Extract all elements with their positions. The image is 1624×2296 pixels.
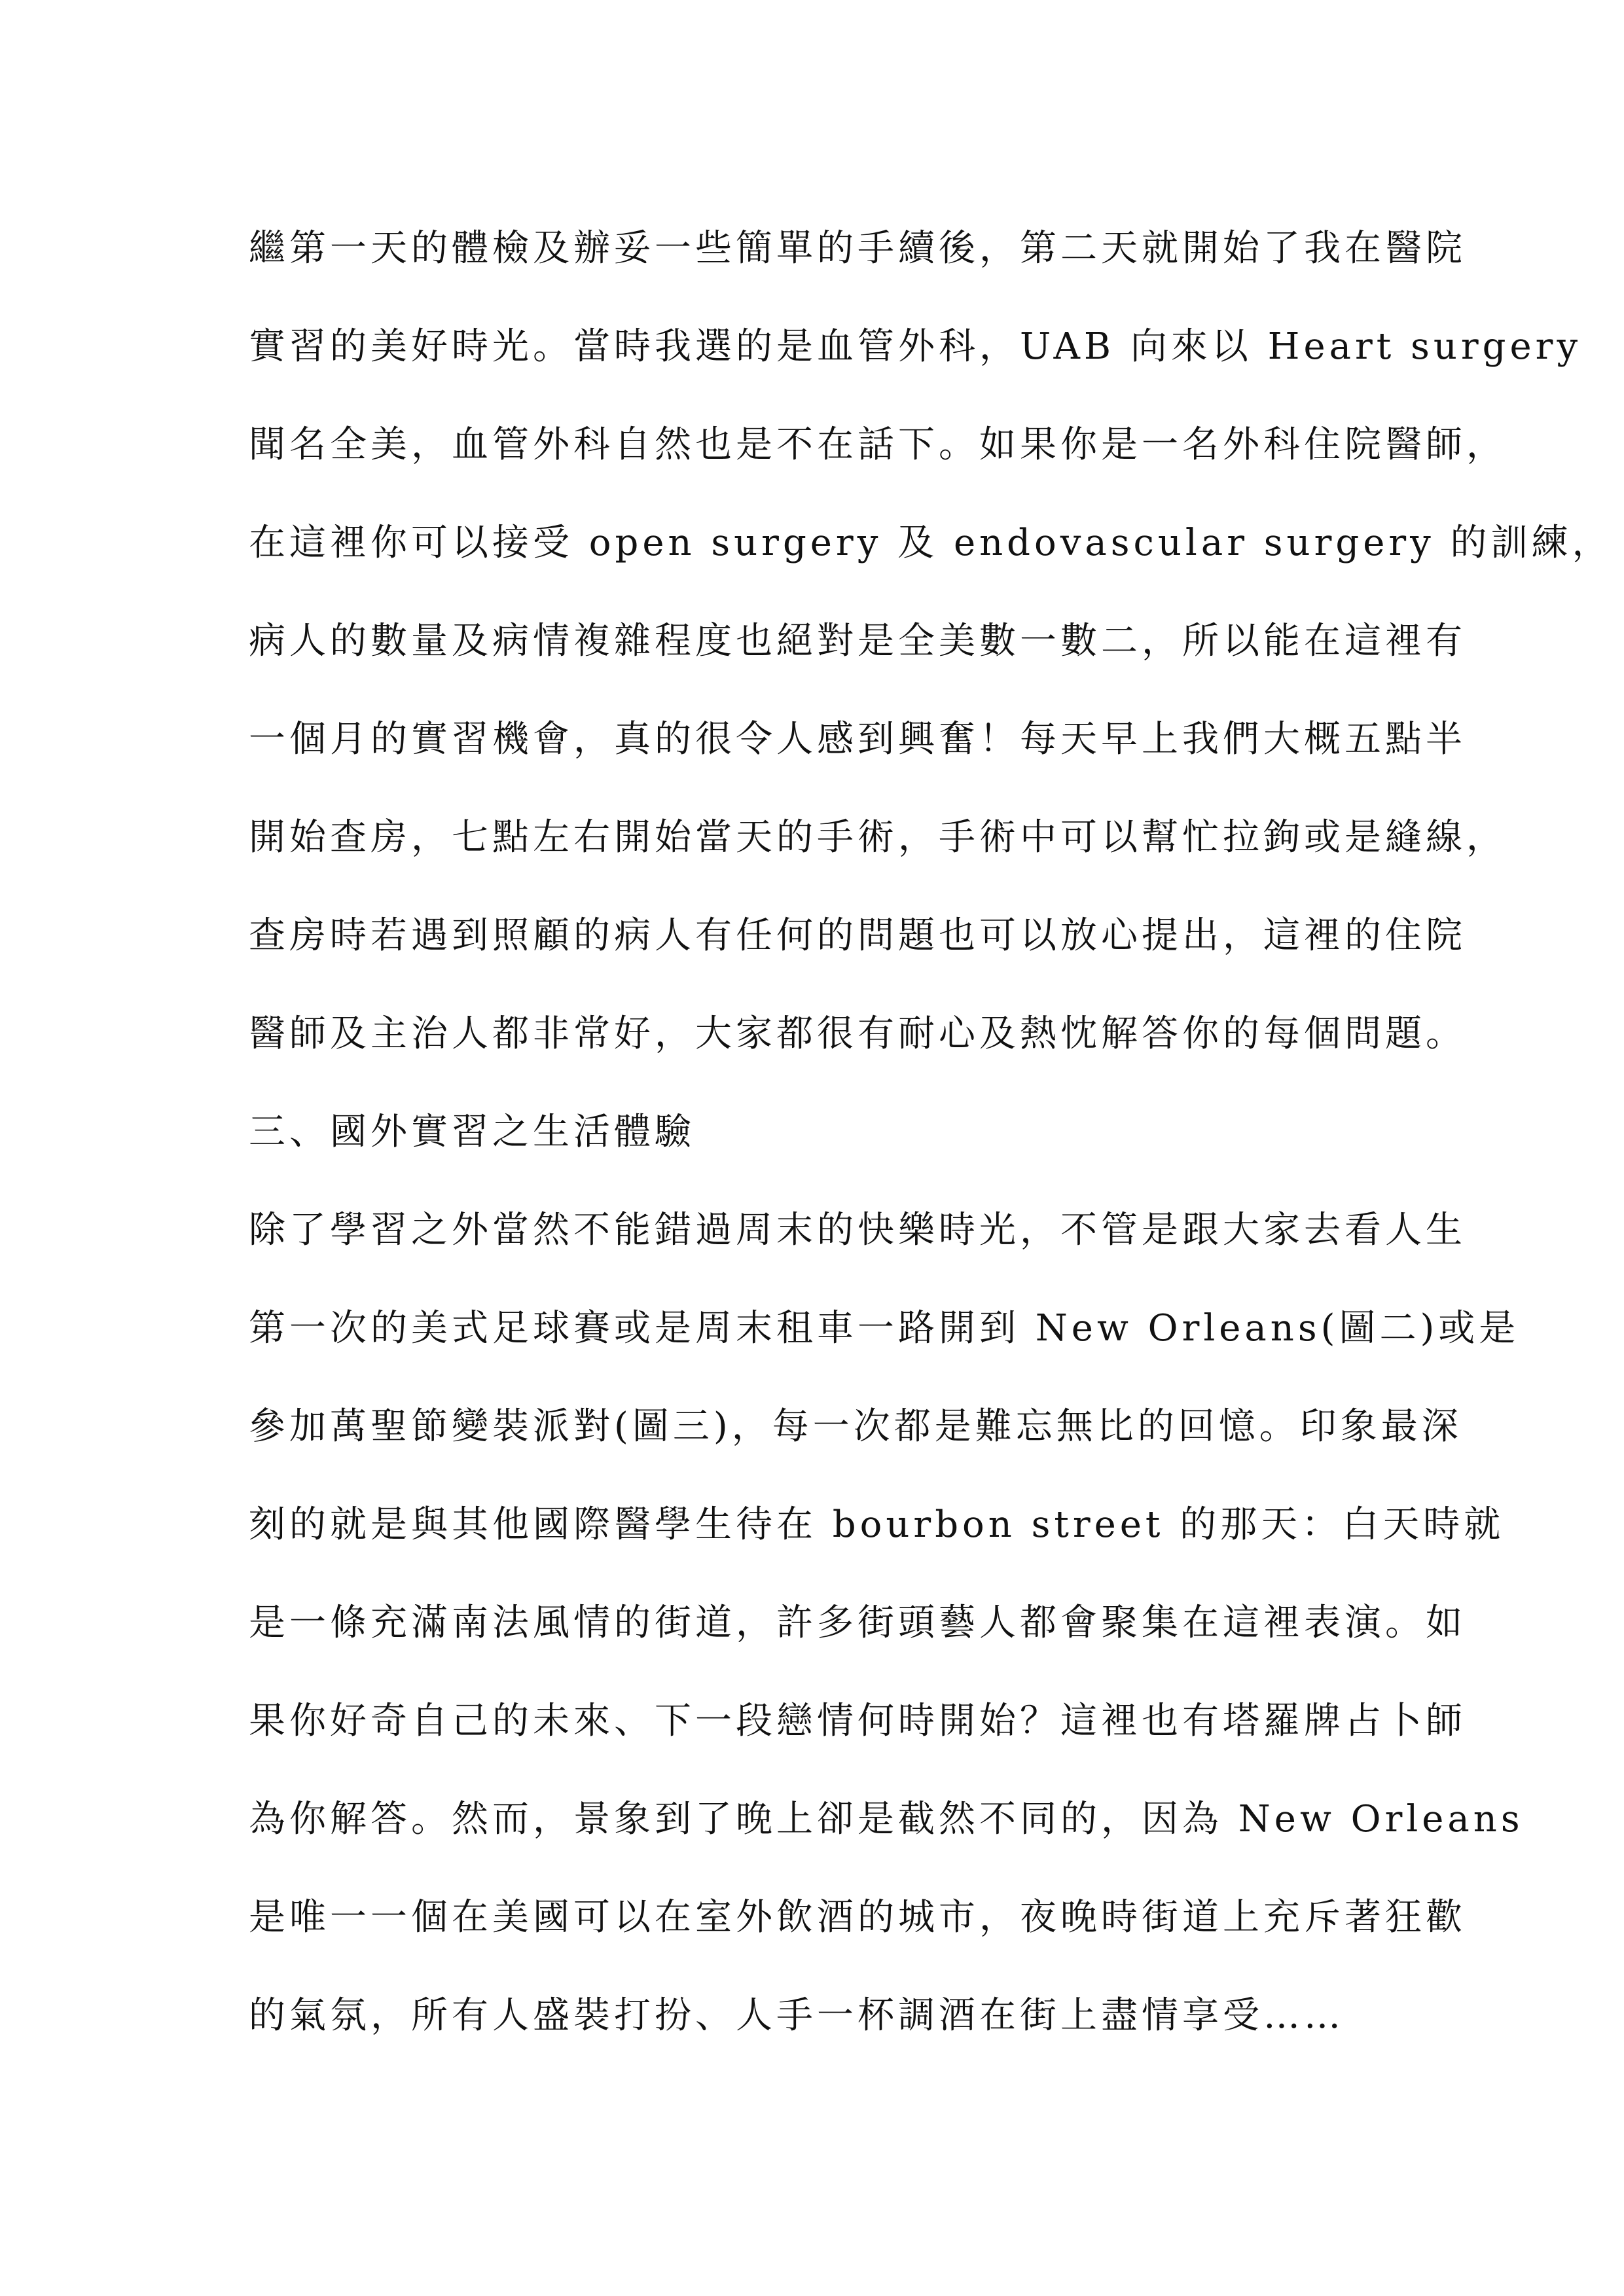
text-line: 開始查房，七點左右開始當天的手術，手術中可以幫忙拉鉤或是縫線， [249, 816, 1507, 859]
text-line: 刻的就是與其他國際醫學生待在 bourbon street 的那天：白天時就 [249, 1503, 1505, 1546]
text-line: 在這裡你可以接受 open surgery 及 endovascular surgery 的訓練， [249, 522, 1613, 564]
text-line: 為你解答。然而，景象到了晚上卻是截然不同的，因為 New Orleans [249, 1798, 1524, 1840]
text-line: 一個月的實習機會，真的很令人感到興奮！每天早上我們大概五點半 [249, 718, 1466, 761]
text-line: 醫師及主治人都非常好，大家都很有耐心及熱忱解答你的每個問題。 [249, 1013, 1466, 1055]
body-text [249, 216, 1613, 2081]
text-line: 聞名全美，血管外科自然也是不在話下。如果你是一名外科住院醫師， [249, 423, 1507, 466]
text-line: 參加萬聖節變裝派對(圖三)，每一次都是難忘無比的回憶。印象最深 [249, 1405, 1462, 1448]
text-line: 是唯一一個在美國可以在室外飲酒的城市，夜晚時街道上充斥著狂歡 [249, 1896, 1466, 1939]
text-line: 除了學習之外當然不能錯過周末的快樂時光，不管是跟大家去看人生 [249, 1209, 1466, 1251]
text-line: 實習的美好時光。當時我選的是血管外科，UAB 向來以 Heart surgery [249, 325, 1582, 368]
text-line: 查房時若遇到照顧的病人有任何的問題也可以放心提出，這裡的住院 [249, 914, 1466, 957]
text-line: 的氣氛，所有人盛裝打扮、人手一杯調酒在街上盡情享受…… [249, 1994, 1344, 2037]
text-line: 是一條充滿南法風情的街道，許多街頭藝人都會聚集在這裡表演。如 [249, 1602, 1466, 1644]
text-line: 第一次的美式足球賽或是周末租車一路開到 New Orleans(圖二)或是 [249, 1307, 1520, 1350]
text-line: 繼第一天的體檢及辦妥一些簡單的手續後，第二天就開始了我在醫院 [249, 227, 1466, 270]
text-line: 果你好奇自己的未來、下一段戀情何時開始？這裡也有塔羅牌占卜師 [249, 1700, 1466, 1742]
text-line: 病人的數量及病情複雜程度也絕對是全美數一數二，所以能在這裡有 [249, 620, 1466, 662]
section-heading: 三、國外實習之生活體驗 [249, 1111, 695, 1153]
